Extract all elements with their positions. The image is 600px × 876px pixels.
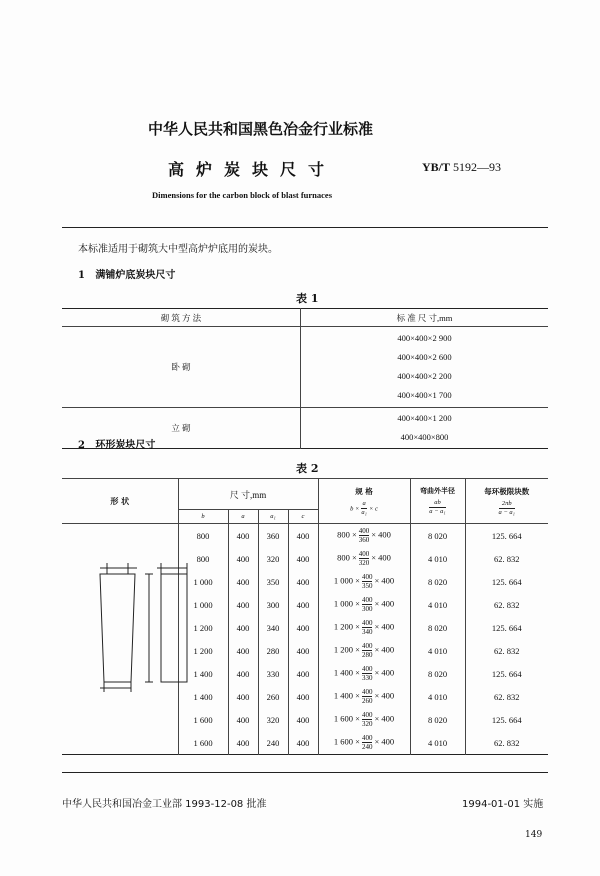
fraction-denominator: 300 <box>361 605 373 613</box>
spec-b: 800 × <box>337 552 357 563</box>
spec-b: 1 000 × <box>333 575 360 586</box>
count-value: 62. 832 <box>465 547 548 570</box>
fraction-numerator: 400 <box>361 642 373 650</box>
b-value: 1 600 <box>178 708 228 731</box>
spec-c: × 400 <box>374 690 395 701</box>
english-title: Dimensions for the carbon block of blast furnaces <box>152 190 332 200</box>
column-header: 标 准 尺 寸,mm <box>301 309 549 327</box>
c-value: 400 <box>288 570 318 593</box>
radius-value: 8 020 <box>410 616 465 639</box>
count-value: 125. 664 <box>465 708 548 731</box>
code-number: 5192—93 <box>453 160 502 174</box>
approval-text: 中华人民共和国冶金工业部 1993-12-08 批准 <box>62 799 267 810</box>
spec-b: 1 200 × <box>333 621 360 632</box>
fraction-denominator: 320 <box>361 720 373 728</box>
radius-value: 8 020 <box>410 570 465 593</box>
a1-value: 300 <box>258 593 288 616</box>
a-value: 400 <box>228 731 258 755</box>
a1-value: 240 <box>258 731 288 755</box>
b-value: 1 200 <box>178 639 228 662</box>
spec-value <box>318 708 410 731</box>
standard-code <box>422 160 501 175</box>
c-value: 400 <box>288 685 318 708</box>
intro-text: 本标准适用于砌筑大中型高炉炉底用的炭块。 <box>78 244 278 255</box>
b-header: b <box>178 510 228 524</box>
a-value: 400 <box>228 685 258 708</box>
fraction-numerator: ab <box>429 499 445 508</box>
fraction-numerator: 400 <box>361 734 373 742</box>
radius-value: 8 020 <box>410 662 465 685</box>
code-prefix: YB/T <box>422 160 451 174</box>
fraction-denominator: 360 <box>358 536 370 544</box>
c-value: 400 <box>288 616 318 639</box>
fraction-denominator: a − a₁ <box>498 508 515 516</box>
spec-b: 800 × <box>337 529 357 540</box>
fraction-denominator: 240 <box>361 743 373 751</box>
dimension-value: 400×400×1 700 <box>397 390 452 400</box>
spec-value <box>318 685 410 708</box>
section-number: 1 <box>78 270 85 281</box>
spec-value <box>318 616 410 639</box>
a-value: 400 <box>228 662 258 685</box>
a1-value: 340 <box>258 616 288 639</box>
fraction-numerator: 400 <box>361 573 373 581</box>
spec-header <box>318 479 410 524</box>
a1-value: 260 <box>258 685 288 708</box>
spec-value <box>318 593 410 616</box>
formula-text: b × <box>350 504 360 512</box>
spec-c: × 400 <box>371 529 391 540</box>
section-1-heading <box>78 266 175 281</box>
radius-value: 4 010 <box>410 547 465 570</box>
spec-value <box>318 731 410 755</box>
spec-b: 1 400 × <box>333 690 360 701</box>
b-value: 1 200 <box>178 616 228 639</box>
document-title: 高炉炭块尺寸 <box>168 160 337 179</box>
fraction-denominator: 280 <box>361 651 373 659</box>
b-value: 1 400 <box>178 685 228 708</box>
fraction-denominator: 350 <box>361 582 373 590</box>
count-value: 125. 664 <box>465 524 548 548</box>
fraction-denominator: 260 <box>361 697 373 705</box>
radius-value: 4 010 <box>410 685 465 708</box>
spec-c: × 400 <box>374 644 395 655</box>
fraction-numerator: 400 <box>361 688 373 696</box>
fraction-numerator: 400 <box>361 711 373 719</box>
dimension-value: 400×400×2 900 <box>397 333 452 343</box>
count-value: 125. 664 <box>465 570 548 593</box>
spec-c: × 400 <box>374 575 395 586</box>
spec-b: 1 600 × <box>333 713 360 724</box>
radius-value: 4 010 <box>410 593 465 616</box>
fraction-denominator: a₁ <box>361 508 367 516</box>
spec-value <box>318 662 410 685</box>
spec-value <box>318 547 410 570</box>
b-value: 1 400 <box>178 662 228 685</box>
a1-value: 280 <box>258 639 288 662</box>
a-value: 400 <box>228 593 258 616</box>
spec-value <box>318 570 410 593</box>
a-value: 400 <box>228 616 258 639</box>
a-value: 400 <box>228 639 258 662</box>
count-value: 125. 664 <box>465 662 548 685</box>
spec-b: 1 400 × <box>333 667 360 678</box>
spec-b: 1 600 × <box>333 736 360 747</box>
radius-value: 8 020 <box>410 524 465 548</box>
carbon-block-diagram <box>95 560 195 700</box>
fraction-numerator: 400 <box>361 596 373 604</box>
fraction-numerator: 400 <box>358 527 370 535</box>
radius-header <box>410 479 465 524</box>
shape-header: 形 状 <box>62 479 178 524</box>
spec-c: × 400 <box>374 736 395 747</box>
dimension-value: 400×400×2 600 <box>397 352 452 362</box>
b-value: 1 000 <box>178 593 228 616</box>
count-value: 62. 832 <box>465 639 548 662</box>
effective-text: 1994-01-01 实施 <box>462 799 544 810</box>
spec-value <box>318 639 410 662</box>
table-row <box>62 524 548 548</box>
c-value: 400 <box>288 593 318 616</box>
spec-b: 1 000 × <box>333 598 360 609</box>
radius-label: 弯曲外半径 <box>420 487 455 495</box>
fraction-numerator: 2πb <box>499 500 515 509</box>
a-value: 400 <box>228 547 258 570</box>
table-1 <box>62 308 548 449</box>
a1-value: 360 <box>258 524 288 548</box>
spec-c: × 400 <box>374 621 395 632</box>
c-value: 400 <box>288 662 318 685</box>
c-value: 400 <box>288 708 318 731</box>
section-2-heading <box>78 436 155 451</box>
method-cell: 卧 砌 <box>62 327 301 408</box>
c-header: c <box>288 510 318 524</box>
a1-value: 330 <box>258 662 288 685</box>
b-value: 800 <box>178 524 228 548</box>
divider <box>62 227 548 228</box>
page-number: 149 <box>525 830 543 840</box>
fraction-denominator: 330 <box>361 674 373 682</box>
issuer-heading: 中华人民共和国黑色冶金行业标准 <box>148 120 374 138</box>
dimension-value: 400×400×1 200 <box>397 413 452 423</box>
spec-c: × 400 <box>374 598 395 609</box>
spec-c: × 400 <box>374 713 395 724</box>
c-value: 400 <box>288 524 318 548</box>
radius-value: 4 010 <box>410 639 465 662</box>
count-value: 62. 832 <box>465 731 548 755</box>
b-value: 1 000 <box>178 570 228 593</box>
dimension-value: 400×400×800 <box>400 432 449 442</box>
footer-rule <box>62 772 548 773</box>
section-title: 满铺炉底炭块尺寸 <box>95 270 176 281</box>
c-value: 400 <box>288 547 318 570</box>
section-number: 2 <box>78 440 85 451</box>
fraction-denominator: 320 <box>358 559 370 567</box>
fraction-numerator: 400 <box>358 550 370 558</box>
c-value: 400 <box>288 639 318 662</box>
count-header <box>465 479 548 524</box>
count-value: 62. 832 <box>465 685 548 708</box>
a1-value: 350 <box>258 570 288 593</box>
fraction-numerator: 400 <box>361 665 373 673</box>
c-value: 400 <box>288 731 318 755</box>
table-1-caption: 表 1 <box>296 292 319 305</box>
a-value: 400 <box>228 524 258 548</box>
b-value: 1 600 <box>178 731 228 755</box>
method-cell: 立 砌 <box>62 408 301 449</box>
spec-b: 1 200 × <box>333 644 360 655</box>
a1-value: 320 <box>258 547 288 570</box>
spec-c: × 400 <box>371 552 391 563</box>
fraction-denominator: 340 <box>361 628 373 636</box>
spec-label: 规 格 <box>355 486 373 496</box>
count-label: 每环极限块数 <box>484 486 530 496</box>
fraction-denominator: a − a₁ <box>429 508 446 515</box>
count-value: 125. 664 <box>465 616 548 639</box>
a1-header: a₁ <box>258 510 288 524</box>
radius-value: 8 020 <box>410 708 465 731</box>
radius-value: 4 010 <box>410 731 465 755</box>
count-value: 62. 832 <box>465 593 548 616</box>
size-header: 尺 寸,mm <box>178 479 318 510</box>
fraction-numerator: a <box>362 499 366 507</box>
a-value: 400 <box>228 708 258 731</box>
column-header: 砌 筑 方 法 <box>62 309 301 327</box>
table-row <box>62 327 548 408</box>
fraction-numerator: 400 <box>361 619 373 627</box>
spec-c: × 400 <box>374 667 395 678</box>
dimension-value: 400×400×2 200 <box>397 371 452 381</box>
section-title: 环形炭块尺寸 <box>95 440 156 451</box>
formula-text: × c <box>368 504 378 512</box>
a1-value: 320 <box>258 708 288 731</box>
a-header: a <box>228 510 258 524</box>
spec-value <box>318 524 410 548</box>
a-value: 400 <box>228 570 258 593</box>
b-value: 800 <box>178 547 228 570</box>
table-2-caption: 表 2 <box>296 462 319 475</box>
